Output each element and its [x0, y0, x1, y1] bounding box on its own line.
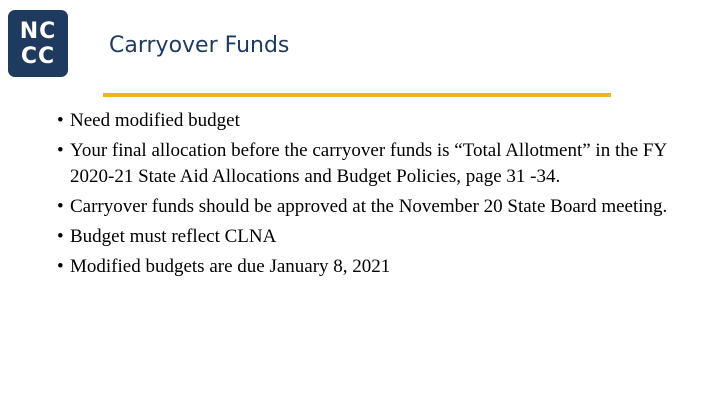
title-underline	[103, 93, 611, 97]
bullet-marker: •	[57, 110, 64, 131]
bullet-item	[57, 138, 677, 190]
bullet-text: Your final allocation before the carryover funds is “Total Allotment” in the FY 2020-21 State Aid Allocations and Budget Policies, page 31 -34.	[70, 140, 667, 187]
bullet-marker: •	[57, 196, 64, 217]
nccc-logo	[8, 10, 68, 77]
bullet-item	[57, 254, 677, 280]
bullet-marker: •	[57, 256, 64, 277]
bullet-item	[57, 194, 677, 220]
bullet-marker: •	[57, 140, 64, 161]
bullet-item	[57, 224, 677, 250]
bullet-text: Carryover funds should be approved at the November 20 State Board meeting.	[70, 196, 668, 217]
bullet-text: Need modified budget	[70, 110, 240, 131]
logo-text-line-2: CC	[20, 44, 56, 69]
bullet-list	[57, 108, 677, 284]
bullet-item	[57, 108, 677, 134]
bullet-text: Budget must reflect CLNA	[70, 226, 277, 247]
bullet-marker: •	[57, 226, 64, 247]
bullet-text: Modified budgets are due January 8, 2021	[70, 256, 391, 277]
logo-text-line-1: NC	[19, 19, 57, 44]
slide-title: Carryover Funds	[109, 33, 290, 58]
